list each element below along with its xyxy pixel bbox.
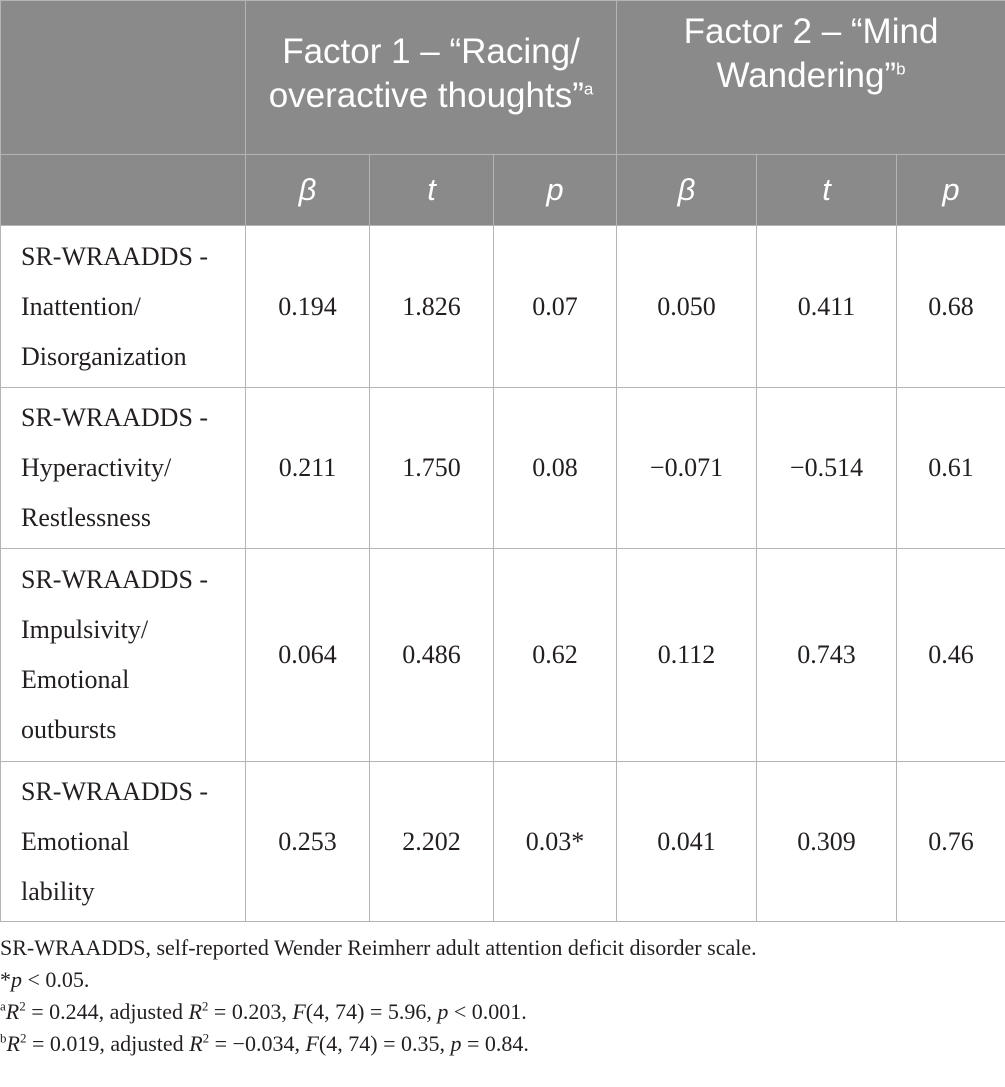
footnote-text: = 0.244, adjusted <box>25 999 189 1024</box>
row-label-line: Emotional <box>21 826 130 856</box>
header-row-stats <box>1 155 1005 226</box>
footnote-marker-a: a <box>0 998 6 1014</box>
p-symbol: p <box>437 999 449 1024</box>
table-row <box>1 226 1005 388</box>
footnote-threshold: < 0.05. <box>22 967 90 992</box>
cell-f1-t: 0.486 <box>370 549 494 762</box>
factor1-footnote-marker: a <box>583 78 594 98</box>
r-symbol: R <box>5 999 20 1024</box>
table-row <box>1 549 1005 762</box>
factor2-footnote-marker: b <box>896 58 906 78</box>
row-label-line: Restlessness <box>21 503 151 532</box>
subheader-p-2: p <box>897 155 1005 226</box>
cell-f2-beta: 0.112 <box>617 549 757 762</box>
cell-f2-beta: −0.071 <box>617 388 757 549</box>
row-label-impulsivity <box>1 549 246 762</box>
factor1-header <box>246 1 617 155</box>
subheader-t-2: t <box>757 155 897 226</box>
footnote-text: = 0.019, adjusted <box>26 1031 190 1056</box>
footnote-text: (4, 74) = 5.96, <box>305 999 438 1024</box>
exponent: 2 <box>19 1030 27 1046</box>
table-footnotes <box>0 932 1005 1060</box>
subheader-p-1: p <box>494 155 617 226</box>
cell-f1-t: 1.826 <box>370 226 494 388</box>
cell-f1-p: 0.08 <box>494 388 617 549</box>
cell-f2-p: 0.68 <box>897 226 1005 388</box>
footnote-text: = 0.84. <box>461 1031 529 1056</box>
p-symbol: p <box>450 1031 462 1056</box>
r-symbol: R <box>6 1031 20 1056</box>
cell-f2-p: 0.76 <box>897 762 1005 922</box>
row-label-line: Inattention/ <box>21 291 141 321</box>
row-label-line: Impulsivity/ <box>21 615 149 644</box>
row-label-hyperactivity <box>1 388 246 549</box>
factor2-header-text <box>617 8 1005 148</box>
cell-f1-beta: 0.253 <box>246 762 370 922</box>
cell-f2-t: 0.743 <box>757 549 897 762</box>
table-row <box>1 388 1005 549</box>
row-label-line: SR-WRAADDS - <box>21 776 209 806</box>
subheader-empty <box>1 155 246 226</box>
cell-f2-t: −0.514 <box>757 388 897 549</box>
cell-f2-beta: 0.050 <box>617 226 757 388</box>
row-label-line: Hyperactivity/ <box>21 453 172 482</box>
cell-f1-p: 0.07 <box>494 226 617 388</box>
exponent: 2 <box>201 998 209 1014</box>
row-label-line: lability <box>21 876 95 906</box>
footnote-text: (4, 74) = 0.35, <box>318 1031 451 1056</box>
exponent: 2 <box>202 1030 210 1046</box>
footnote-p-symbol: p <box>11 967 22 992</box>
row-label-line: outbursts <box>21 715 117 744</box>
cell-f1-p: 0.62 <box>494 549 617 762</box>
factor2-title: Factor 2 – “Mind Wandering” <box>683 11 939 95</box>
row-label-line: Emotional <box>21 665 130 694</box>
r-symbol: R <box>188 999 202 1024</box>
cell-f1-beta: 0.211 <box>246 388 370 549</box>
cell-f1-t: 1.750 <box>370 388 494 549</box>
header-empty-corner <box>1 1 246 155</box>
cell-f2-p: 0.61 <box>897 388 1005 549</box>
exponent: 2 <box>19 998 26 1014</box>
footnote-text: = −0.034, <box>209 1031 306 1056</box>
row-label-line: SR-WRAADDS - <box>21 403 209 432</box>
footnote-text: < 0.001. <box>448 999 527 1024</box>
f-symbol: F <box>305 1031 319 1056</box>
subheader-beta-1: β <box>246 155 370 226</box>
cell-f2-beta: 0.041 <box>617 762 757 922</box>
row-label-inattention <box>1 226 246 388</box>
footnote-text: = 0.203, <box>208 999 293 1024</box>
footnote-factor2-fit <box>0 1028 1005 1060</box>
footnote-marker-b: b <box>0 1030 7 1046</box>
footnote-star: * <box>0 967 11 992</box>
factor1-header-text <box>246 28 616 128</box>
row-label-line: SR-WRAADDS - <box>21 241 209 271</box>
cell-f2-t: 0.411 <box>757 226 897 388</box>
subheader-t-1: t <box>370 155 494 226</box>
r-symbol: R <box>189 1031 203 1056</box>
header-row-factors <box>1 1 1005 155</box>
factor2-header <box>617 1 1005 155</box>
cell-f2-p: 0.46 <box>897 549 1005 762</box>
cell-f1-t: 2.202 <box>370 762 494 922</box>
f-symbol: F <box>292 999 306 1024</box>
cell-f1-p: 0.03* <box>494 762 617 922</box>
table-row <box>1 762 1005 922</box>
subheader-beta-2: β <box>617 155 757 226</box>
row-label-line: Disorganization <box>21 341 187 371</box>
footnote-factor1-fit <box>0 996 1005 1028</box>
footnote-abbreviation: SR-WRAADDS, self-reported Wender Reimherr adult attention deficit disorder scale. <box>0 935 757 960</box>
cell-f1-beta: 0.194 <box>246 226 370 388</box>
footnote-significance <box>0 964 1005 996</box>
cell-f2-t: 0.309 <box>757 762 897 922</box>
factor1-title: Factor 1 – “Racing/ overactive thoughts” <box>268 31 584 115</box>
row-label-line: SR-WRAADDS - <box>21 565 209 594</box>
cell-f1-beta: 0.064 <box>246 549 370 762</box>
row-label-emotional-lability <box>1 762 246 922</box>
